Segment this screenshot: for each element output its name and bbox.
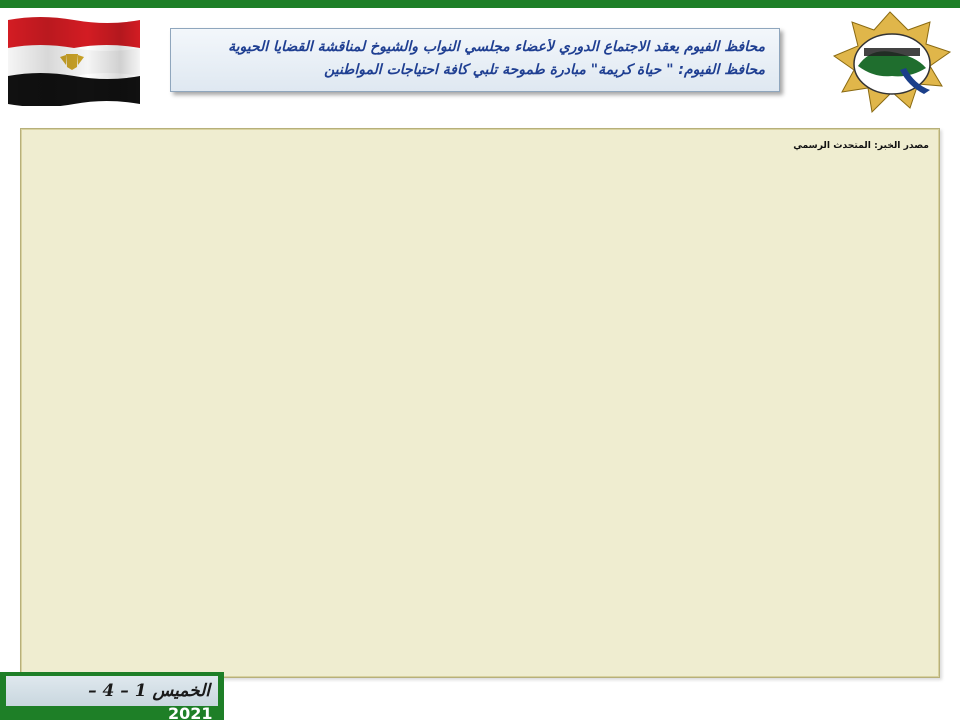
subheadline: محافظ الفيوم: " حياة كريمة" مبادرة طموحة تلبي كافة احتياجات المواطنين [324, 62, 765, 78]
headline: محافظ الفيوم يعقد الاجتماع الدوري لأعضاء مجلسي النواب والشيوخ لمناقشة القضايا الحيوية [228, 39, 765, 55]
fayoum-governorate-logo-icon [830, 8, 955, 126]
article-body-box [20, 128, 940, 678]
article-body [35, 139, 929, 669]
source-line: مصدر الخبر: المتحدث الرسمي [793, 140, 929, 151]
egypt-flag-icon [6, 14, 141, 106]
top-green-bar [0, 0, 960, 8]
title-panel [170, 28, 780, 92]
date-year: 2021 [168, 704, 213, 723]
date-label: الخميس 1 – 4 – [88, 681, 210, 701]
date-panel [6, 676, 218, 706]
